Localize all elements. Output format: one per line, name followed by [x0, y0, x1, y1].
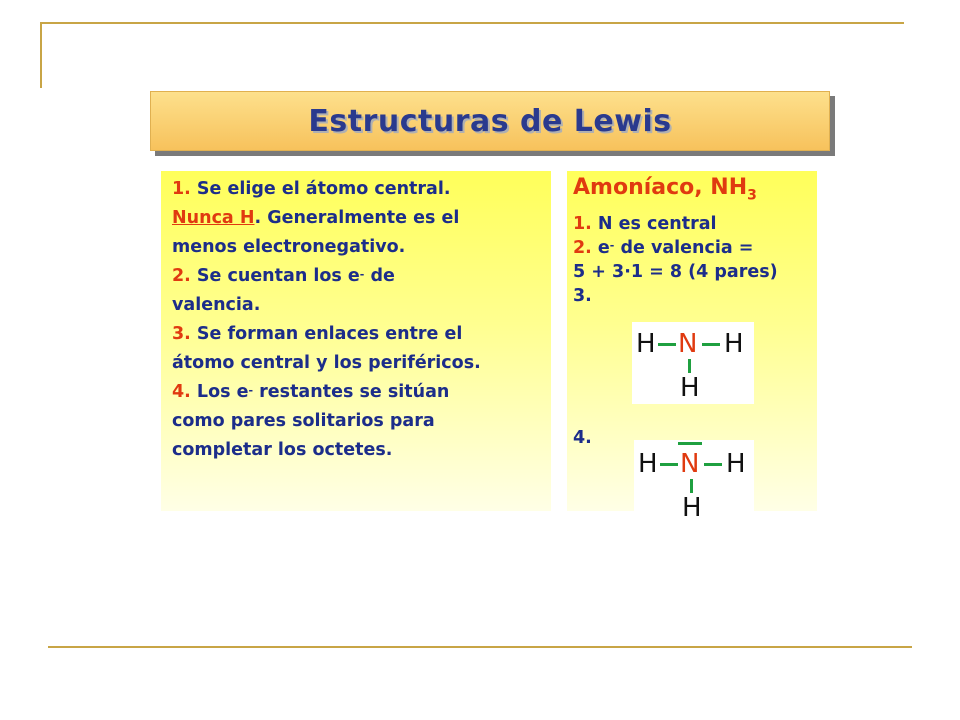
frame-bottom-line — [48, 646, 912, 648]
step-3-line-1 — [172, 320, 552, 349]
step-4-tail: restantes se sitúan — [253, 382, 450, 402]
step-4-superscript: - — [248, 384, 254, 397]
example-line-1 — [573, 212, 818, 236]
step-4-text-3: completar los octetes. — [172, 440, 393, 460]
example-step-1-text: N es central — [591, 214, 717, 235]
example-step-2-number: 2. — [573, 238, 592, 259]
step-2-text: Se cuentan los e — [190, 266, 360, 286]
example-title-subscript: 3 — [747, 187, 757, 204]
example-title-text: Amoníaco, NH — [573, 175, 748, 200]
hydrogen-left-atom: H — [638, 449, 658, 479]
step-1-line-1 — [172, 175, 552, 204]
lone-pair-line — [678, 442, 702, 445]
bond-bottom — [690, 479, 693, 493]
step-1-text: Se elige el átomo central. — [190, 179, 451, 199]
step-3-line-2 — [172, 349, 552, 378]
nitrogen-atom: N — [678, 329, 698, 359]
step-4-line-3 — [172, 436, 552, 465]
nitrogen-atom: N — [680, 449, 700, 479]
bond-bottom — [688, 359, 691, 373]
example-line-2 — [573, 236, 818, 260]
step-2-superscript: - — [359, 268, 365, 281]
step-1-line-2 — [172, 204, 552, 233]
example-step-2-text: e — [591, 238, 610, 259]
step-2-line-2 — [172, 291, 552, 320]
hydrogen-right-atom: H — [726, 449, 746, 479]
lewis-structure-bonds — [632, 322, 754, 404]
nunca-h-text: Nunca H — [172, 208, 255, 228]
step-1-text-2: . Generalmente es el — [254, 208, 460, 228]
example-line-5 — [573, 426, 592, 450]
frame-left-line — [40, 22, 42, 88]
example-step-1-number: 1. — [573, 214, 592, 235]
example-step-2-tail: de valencia = — [614, 238, 754, 259]
step-3-text-2: átomo central y los periféricos. — [172, 353, 481, 373]
step-4-text: Los e — [190, 382, 249, 402]
frame-top-line — [40, 22, 904, 24]
bond-right — [702, 343, 720, 346]
hydrogen-bottom-atom: H — [682, 493, 702, 523]
hydrogen-right-atom: H — [724, 329, 744, 359]
example-title — [573, 171, 818, 212]
bond-left — [660, 463, 678, 466]
example-step-4-number: 4. — [573, 428, 592, 448]
hydrogen-bottom-atom: H — [680, 373, 700, 403]
bond-left — [658, 343, 676, 346]
step-4-line-1 — [172, 378, 552, 407]
step-2-number: 2. — [172, 266, 191, 286]
step-3-text: Se forman enlaces entre el — [190, 324, 463, 344]
title-banner — [150, 91, 830, 151]
step-4-text-2: como pares solitarios para — [172, 411, 435, 431]
step-2-text-2: valencia. — [172, 295, 261, 315]
slide-title: Estructuras de Lewis — [308, 103, 672, 139]
step-2-tail: de — [364, 266, 395, 286]
example-column — [573, 171, 818, 308]
example-step-3-number: 3. — [573, 286, 592, 307]
example-valence-sum: 5 + 3·1 = 8 (4 pares) — [573, 262, 778, 283]
hydrogen-left-atom: H — [636, 329, 656, 359]
step-4-line-2 — [172, 407, 552, 436]
example-line-3 — [573, 260, 818, 284]
step-1-line-3 — [172, 233, 552, 262]
step-3-number: 3. — [172, 324, 191, 344]
step-1-number: 1. — [172, 179, 191, 199]
bond-right — [704, 463, 722, 466]
example-step-2-superscript: - — [609, 239, 615, 253]
example-line-4 — [573, 284, 818, 308]
step-2-line-1 — [172, 262, 552, 291]
step-4-number: 4. — [172, 382, 191, 402]
step-1-text-3: menos electronegativo. — [172, 237, 406, 257]
steps-list — [172, 175, 552, 465]
lewis-structure-lone-pair — [634, 440, 754, 522]
